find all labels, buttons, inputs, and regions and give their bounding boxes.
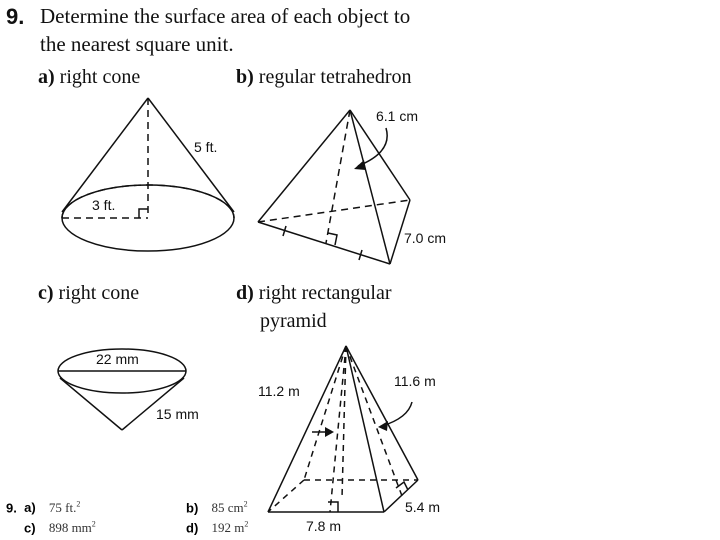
question-text-line-2: the nearest square unit.	[40, 32, 234, 56]
answer-d-value: 192 $m^2$	[211, 520, 249, 536]
cone-c-diameter-label: 22 mm	[96, 351, 139, 367]
answer-c-key: c)	[24, 520, 36, 536]
answer-c-value: 898 $mm^2$	[48, 520, 96, 536]
answer-b	[186, 500, 248, 516]
question-text-line-1: Determine the surface area of each object to	[40, 4, 411, 28]
pyramid-edge-front-right	[346, 346, 384, 512]
answer-a-value: 75 ft.$^2$	[48, 500, 81, 516]
figure-a-right-cone	[62, 98, 234, 251]
answer-heading: 9.	[6, 500, 17, 516]
answer-b-value: 85 $cm^2$	[211, 500, 248, 516]
tetra-edge-apex-front	[350, 110, 390, 264]
part-a-title: right cone	[59, 66, 141, 88]
part-c-title: right cone	[58, 282, 140, 304]
part-a-letter: a)	[38, 66, 55, 88]
pyramid-hidden-base-left	[268, 480, 304, 512]
tetra-right-angle	[328, 233, 337, 245]
answer-c	[24, 520, 96, 536]
pyramid-side-slant-label: 11.6 m	[394, 373, 436, 389]
cone-c-right-edge	[122, 378, 184, 430]
pyramid-edge-back-right	[346, 346, 418, 480]
answer-d	[186, 520, 248, 536]
tetra-edge-base-front	[258, 222, 390, 264]
answer-b-key: b)	[186, 500, 199, 516]
pyramid-front-arrowhead	[325, 427, 334, 437]
tetra-slant-label: 6.1 cm	[376, 108, 419, 124]
tetra-slant-height	[326, 110, 350, 243]
pyramid-edge-front-left	[268, 346, 346, 512]
cone-a-radius-label: 3 ft.	[92, 197, 116, 213]
pyramid-front-slant-label: 11.2 m	[258, 383, 300, 399]
part-b-letter: b)	[236, 66, 254, 88]
answer-a-key: a)	[24, 500, 36, 516]
part-d-title-line-1: right rectangular	[258, 282, 392, 304]
answer-d-key: d)	[186, 520, 199, 536]
part-c-letter: c)	[38, 282, 54, 304]
question-number: 9.	[6, 4, 25, 29]
tetra-hidden-base-edge	[258, 200, 410, 222]
cone-c-slant-label: 15 mm	[156, 406, 199, 422]
cone-a-right-edge	[148, 98, 234, 212]
tetra-arrowhead	[354, 160, 366, 170]
cone-a-left-edge	[62, 98, 148, 212]
tetra-edge-apex-left	[258, 110, 350, 222]
pyramid-length-label: 7.8 m	[306, 518, 342, 534]
cone-a-hidden-back-arc	[62, 185, 234, 218]
pyramid-width-label: 5.4 m	[405, 499, 441, 515]
pyramid-side-arrowhead	[378, 421, 388, 431]
figure-d-rectangular-pyramid	[268, 346, 418, 512]
answer-row-1	[6, 500, 80, 516]
cone-a-right-angle	[139, 209, 148, 218]
part-d-letter: d)	[236, 282, 254, 304]
cone-a-slant-label: 5 ft.	[194, 139, 218, 155]
tetra-edge-label: 7.0 cm	[404, 230, 447, 246]
figure-b-tetrahedron	[258, 110, 410, 264]
cone-c-left-edge	[60, 378, 122, 430]
part-b-title: regular tetrahedron	[258, 66, 412, 88]
part-d-title-line-2: pyramid	[260, 310, 327, 332]
